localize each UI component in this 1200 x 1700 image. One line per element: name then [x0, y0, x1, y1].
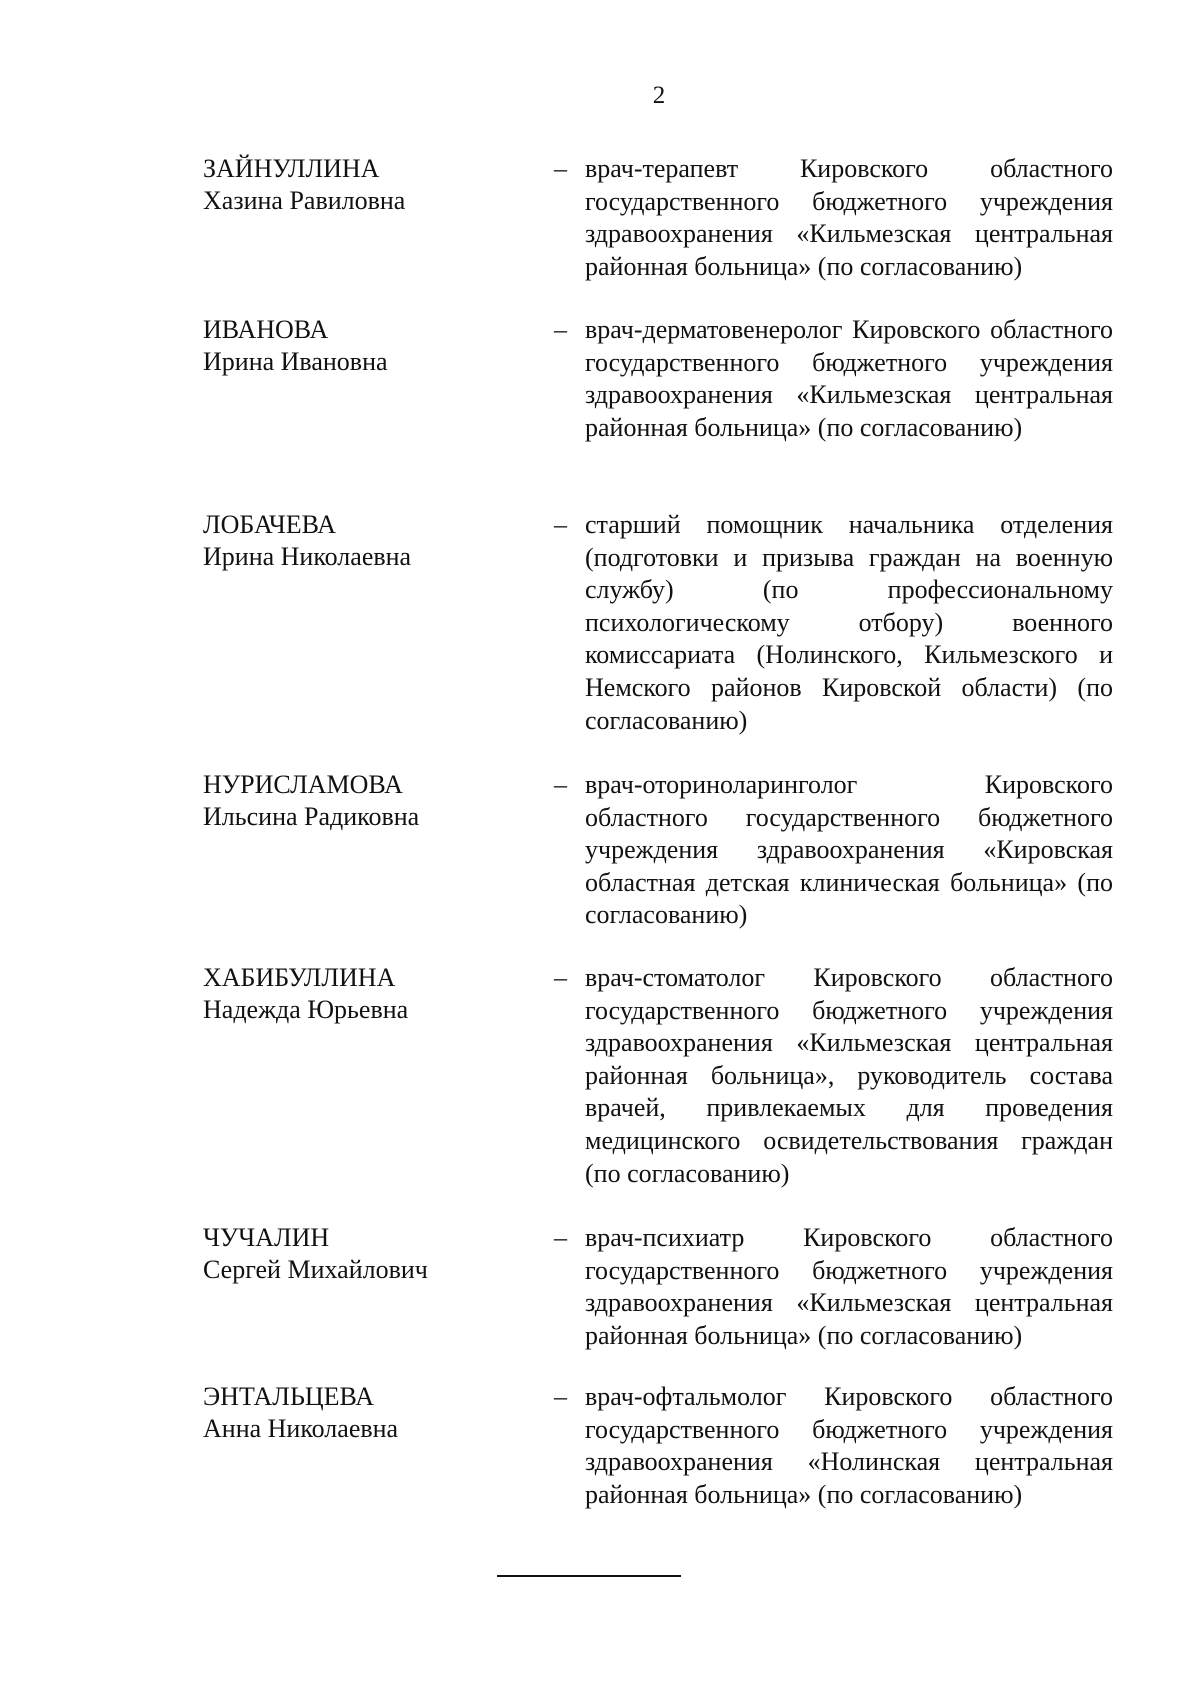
member-surname: ЭНТАЛЬЦЕВА	[203, 1382, 375, 1411]
page-number: 2	[652, 82, 666, 109]
member-name	[203, 769, 533, 833]
member-description: врач-офтальмолог Кировского областного государственного бюджетного учреждения здравоохранения «Нолинская центральная районная больница» (по согласованию)	[585, 1382, 1113, 1509]
member-given-names: Анна Николаевна	[203, 1414, 399, 1443]
member-surname: ЧУЧАЛИН	[203, 1223, 330, 1252]
member-surname: ЗАЙНУЛЛИНА	[203, 154, 380, 183]
member-dash: –	[554, 1223, 567, 1252]
member-surname: ХАБИБУЛЛИНА	[203, 963, 396, 992]
member-name	[203, 1381, 533, 1445]
member-description: врач-оториноларинголог Кировского областного государственного бюджетного учреждения здравоохранения «Кировская областная детская клиническая больница» (по согласованию)	[585, 770, 1113, 930]
member-name	[203, 314, 533, 378]
member-surname: ЛОБАЧЕВА	[203, 510, 337, 539]
member-given-names: Сергей Михайлович	[203, 1255, 428, 1284]
member-dash: –	[554, 1382, 567, 1411]
member-given-names: Надежда Юрьевна	[203, 995, 409, 1024]
member-surname: НУРИСЛАМОВА	[203, 770, 403, 799]
member-given-names: Хазина Равиловна	[203, 186, 406, 215]
member-name	[203, 153, 533, 217]
member-description: врач-дерматовенеролог Кировского областного государственного бюджетного учреждения здравоохранения «Кильмезская центральная районная больница» (по согласованию)	[585, 315, 1113, 442]
member-dash: –	[554, 963, 567, 992]
footer-divider	[497, 1575, 681, 1577]
member-given-names: Ирина Ивановна	[203, 347, 388, 376]
member-surname: ИВАНОВА	[203, 315, 329, 344]
member-given-names: Ильсина Радиковна	[203, 802, 420, 831]
member-description: старший помощник начальника отделения (подготовки и призыва граждан на военную службу) (по профессиональному психологическому отбору) военного комиссариата (Нолинского, Кильмезского и Немского районов Кировской области) (по согласованию)	[585, 510, 1113, 735]
member-given-names: Ирина Николаевна	[203, 542, 412, 571]
member-description: врач-стоматолог Кировского областного государственного бюджетного учреждения здравоохранения «Кильмезская центральная районная больница», руководитель состава врачей, привлекаемых для проведения медицинского освидетельствования граждан (по согласованию)	[585, 963, 1113, 1188]
member-description: врач-терапевт Кировского областного государственного бюджетного учреждения здравоохранения «Кильмезская центральная районная больница» (по согласованию)	[585, 154, 1113, 281]
member-dash: –	[554, 154, 567, 183]
member-dash: –	[554, 770, 567, 799]
member-description: врач-психиатр Кировского областного государственного бюджетного учреждения здравоохранения «Кильмезская центральная районная больница» (по согласованию)	[585, 1223, 1113, 1350]
member-name	[203, 962, 533, 1026]
member-dash: –	[554, 510, 567, 539]
member-name	[203, 1222, 533, 1286]
member-dash: –	[554, 315, 567, 344]
member-name	[203, 509, 533, 573]
